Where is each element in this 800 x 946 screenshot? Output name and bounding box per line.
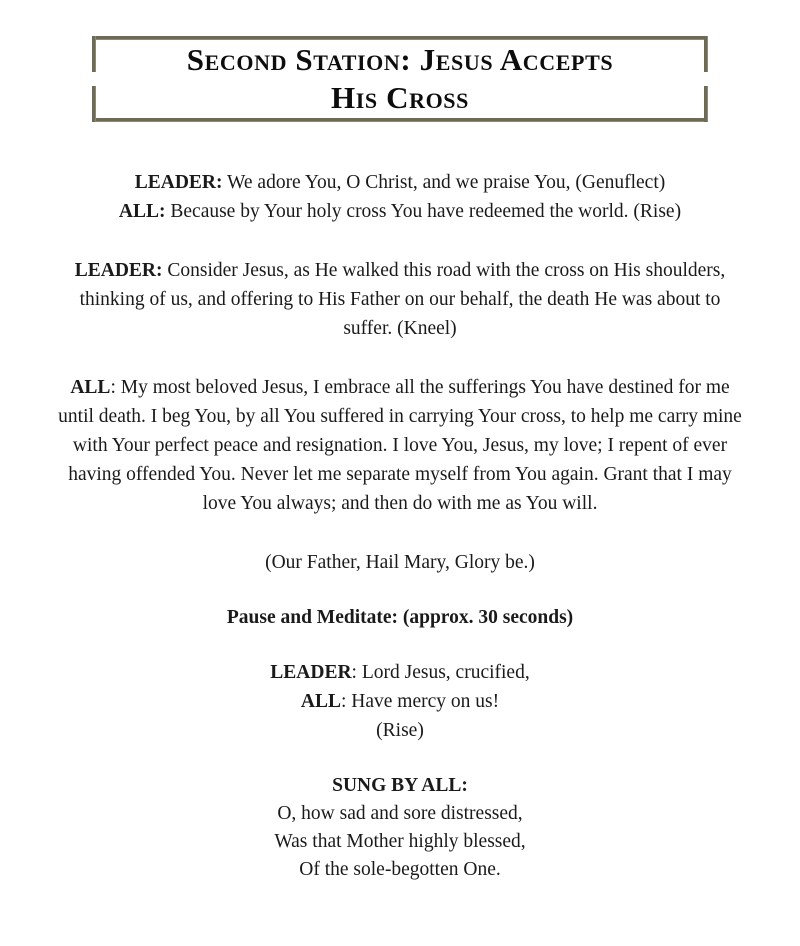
prayers-note: (Our Father, Hail Mary, Glory be.) [265, 552, 535, 573]
leader-text: : Lord Jesus, crucified, [351, 662, 530, 683]
document-body [55, 168, 745, 884]
all-label: ALL: [118, 201, 166, 222]
hymn-line: Of the sole-begotten One. [299, 859, 501, 880]
spacer [55, 226, 745, 256]
page-title [92, 41, 708, 117]
closing-versicle-leader [55, 658, 745, 687]
spacer [55, 745, 745, 771]
prayer-paragraph [55, 373, 745, 518]
frame-top-rule [92, 36, 708, 40]
leader-label: LEADER: [134, 172, 223, 193]
page-title-line-1: Second Station: Jesus Accepts [186, 42, 614, 78]
closing-versicle-rubric: (Rise) [376, 720, 424, 741]
pause-and-meditate-note: Pause and Meditate: (approx. 30 seconds) [226, 607, 574, 628]
hymn-line: O, how sad and sore distressed, [277, 803, 523, 824]
hymn-line: Was that Mother highly blessed, [274, 831, 526, 852]
all-text: Because by Your holy cross You have redeemed the world. (Rise) [165, 201, 682, 222]
spacer [55, 343, 745, 373]
opening-versicle-all [100, 197, 700, 226]
leader-text: We adore You, O Christ, and we praise You, (Genuflect) [222, 172, 666, 193]
spacer [55, 632, 745, 658]
leader-label: LEADER: [74, 260, 163, 281]
title-frame [92, 36, 708, 122]
opening-versicle-leader [100, 168, 700, 197]
meditation-paragraph [55, 256, 745, 343]
page-title-line-2: His Cross [331, 80, 469, 115]
hymn-heading: SUNG BY ALL: [332, 775, 468, 796]
closing-versicle-all [55, 687, 745, 716]
all-text: : Have mercy on us! [340, 691, 500, 712]
all-label: ALL [70, 377, 111, 398]
spacer [55, 577, 745, 603]
prayer-text: : My most beloved Jesus, I embrace all the sufferings You have destined for me until death. I beg You, by all You suffered in carrying Your cross, to help me carry mine with Your perfect peace and resignation. I love You, Jesus, my love; I repent of ever having offended You. Never let me separate myself from You again. Grant that I may love You always; and then do with me as You will. [58, 377, 742, 514]
spacer [55, 518, 745, 548]
frame-bottom-rule [92, 118, 708, 122]
meditation-text: Consider Jesus, as He walked this road with the cross on His shoulders, thinking of us, and offering to His Father on our behalf, the death He was about to suffer. (Kneel) [79, 260, 726, 339]
leader-label: LEADER [270, 662, 352, 683]
all-label: ALL [300, 691, 341, 712]
